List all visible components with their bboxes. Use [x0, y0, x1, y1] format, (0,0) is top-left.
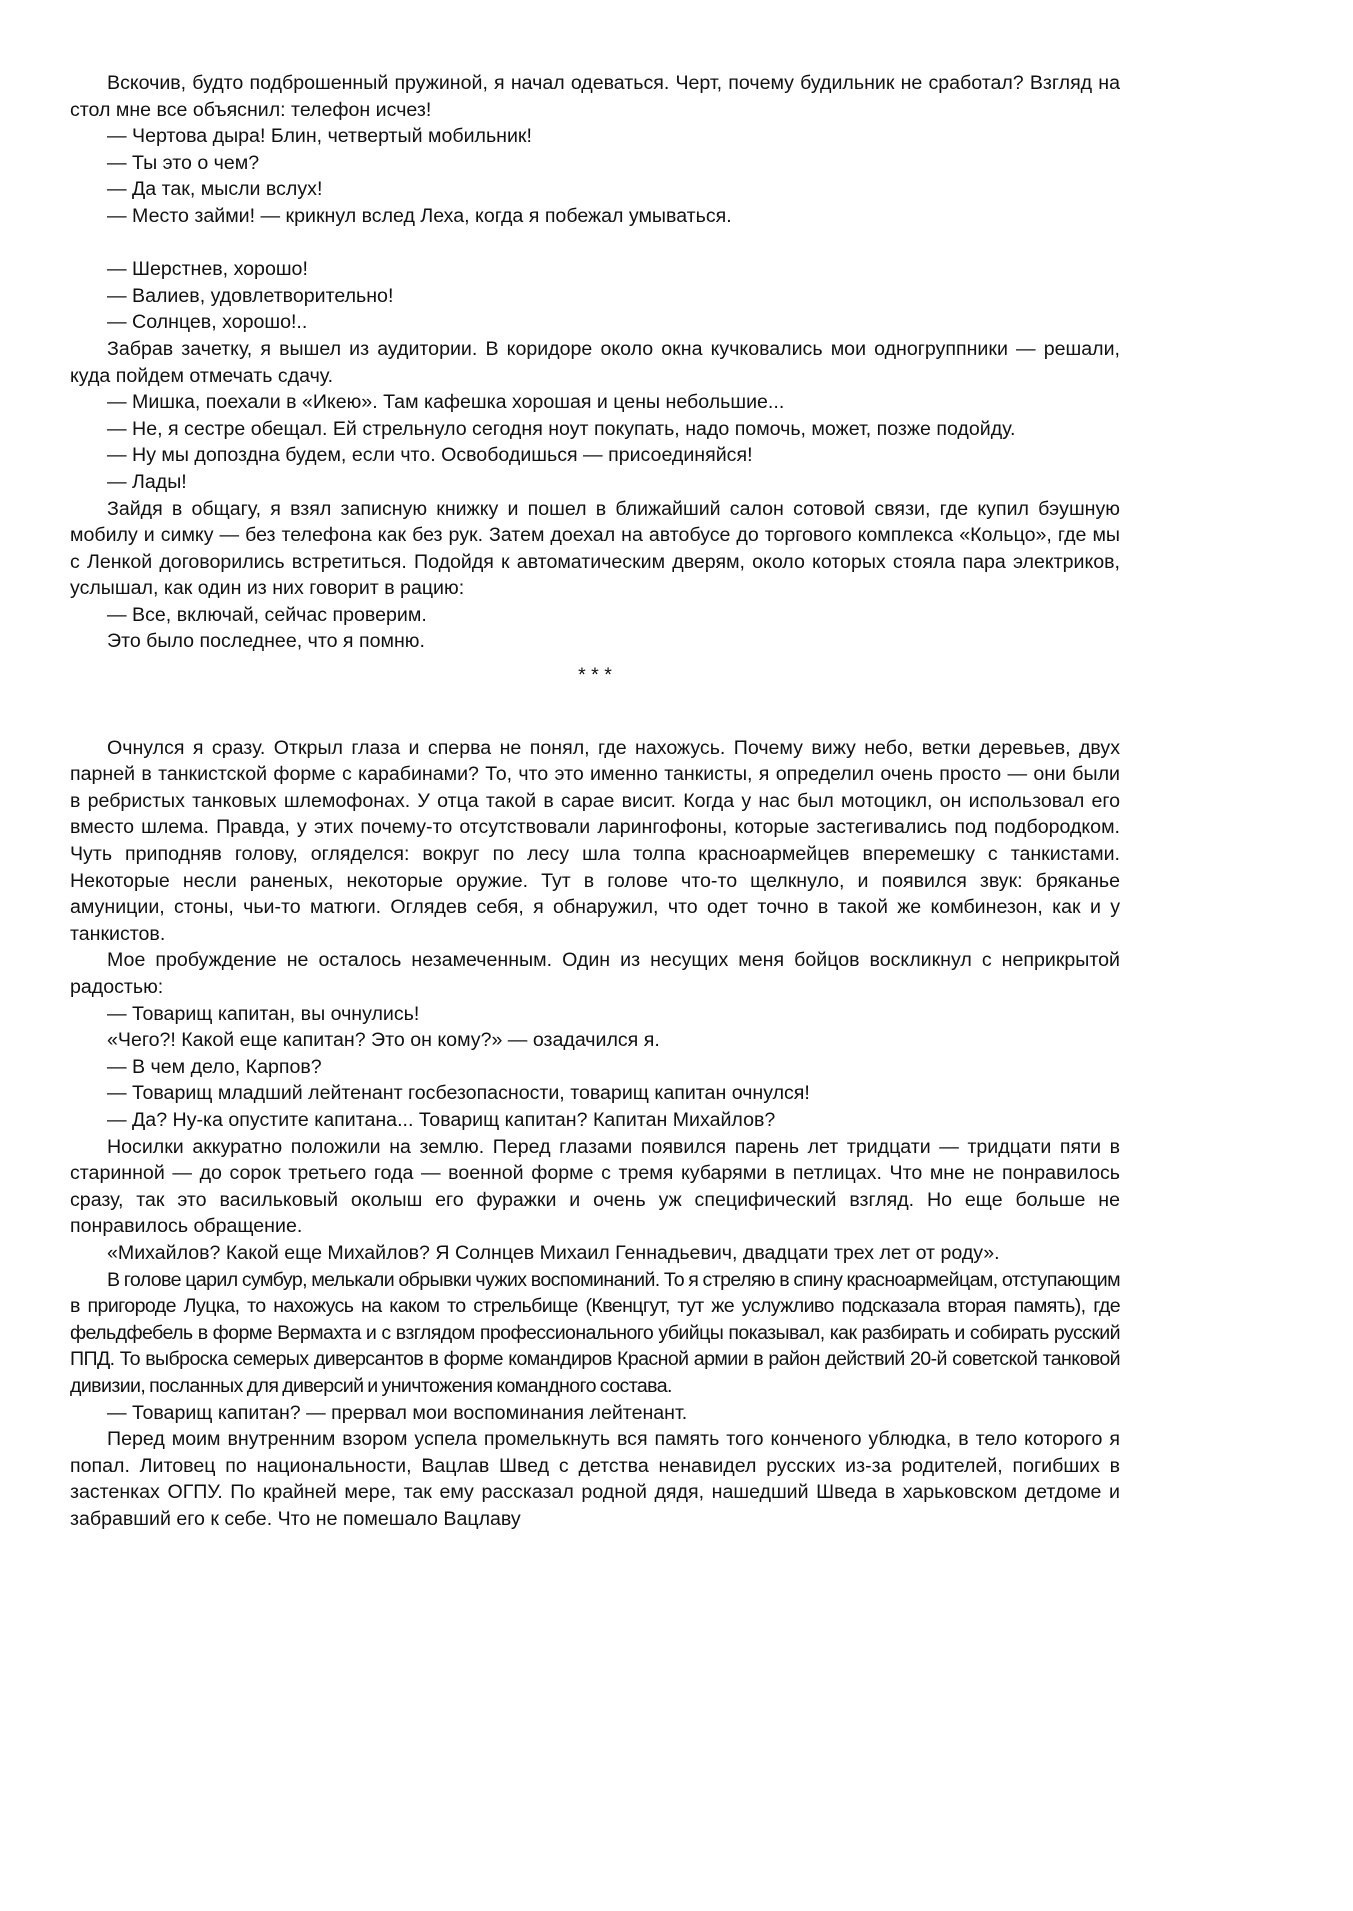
- dialogue-line: — Шерстнев, хорошо!: [107, 258, 308, 281]
- dialogue-line: — Все, включай, сейчас проверим.: [107, 603, 427, 626]
- paragraph: Забрав зачетку, я вышел из аудитории. В коридоре около окна кучковались мои одногруппники — решали, куда пойдем отмечать сдачу.: [70, 337, 1120, 387]
- dialogue-line: — Лады!: [107, 470, 187, 493]
- condensed-paragraph: В голове царил сумбур, мелькали обрывки чужих воспоминаний. То я стреляю в спину красноармейцам, отступающим в пригороде Луцка, то нахожусь на каком то стрельбище (Квенцгут, тут же услужливо подсказала вторая память), где фельдфебель в форме Вермахта и с взглядом профессионального убийцы показывал, как разбирать и собирать русский ППД. То выброска семерых диверсантов в форме командиров Красной армии в район действий 20-й советской танковой дивизии, посланных для диверсий и уничтожения командного состава.: [70, 1268, 1120, 1397]
- paragraph: Перед моим внутренним взором успела промелькнуть вся память того конченого ублюдка, в тело которого я попал. Литовец по национальности, Вацлав Швед с детства ненавидел русских из-за родителей, погибших в застенках ОГПУ. По крайней мере, так ему рассказал родной дядя, нашедший Шведа в харьковском детдоме и забравший его к себе. Что не помешало Вацлаву: [70, 1428, 1120, 1530]
- section-separator: * * *: [578, 664, 612, 687]
- dialogue-line: — Товарищ младший лейтенант госбезопасности, товарищ капитан очнулся!: [107, 1082, 810, 1105]
- dialogue-line: — Товарищ капитан, вы очнулись!: [107, 1002, 420, 1025]
- document-page: [70, 70, 1120, 1532]
- paragraph-gap: [70, 230, 1120, 257]
- dialogue-line: — Да так, мысли вслух!: [107, 178, 323, 201]
- dialogue-line: — Товарищ капитан? — прервал мои воспоминания лейтенант.: [107, 1401, 688, 1424]
- dialogue-line: — В чем дело, Карпов?: [107, 1055, 322, 1078]
- thought-line: «Чего?! Какой еще капитан? Это он кому?» — озадачился я.: [107, 1029, 660, 1052]
- paragraph: Вскочив, будто подброшенный пружиной, я начал одеваться. Черт, почему будильник не сработал? Взгляд на стол мне все объяснил: телефон исчез!: [70, 72, 1120, 121]
- dialogue-line: — Солнцев, хорошо!..: [107, 311, 308, 334]
- dialogue-line: — Ну мы допоздна будем, если что. Освободишься — присоединяйся!: [107, 444, 753, 467]
- paragraph: Это было последнее, что я помню.: [107, 630, 425, 653]
- dialogue-line: — Валиев, удовлетворительно!: [107, 284, 394, 307]
- dialogue-line: — Не, я сестре обещал. Ей стрельнуло сегодня ноут покупать, надо помочь, может, позже подойду.: [107, 417, 1016, 440]
- dialogue-line: — Мишка, поехали в «Икею». Там кафешка хорошая и цены небольшие...: [107, 391, 785, 414]
- paragraph: Мое пробуждение не осталось незамеченным. Один из несущих меня бойцов воскликнул с неприкрытой радостью:: [70, 949, 1120, 998]
- paragraph: Носилки аккуратно положили на землю. Перед глазами появился парень лет тридцати — тридцати пяти в старинной — до сорок третьего года — военной форме с тремя кубарями в петлицах. Что мне не понравилось сразу, так это васильковый околыш его фуражки и очень уж специфический взгляд. Но еще больше не понравилось обращение.: [70, 1135, 1120, 1238]
- paragraph: Зайдя в общагу, я взял записную книжку и пошел в ближайший салон сотовой связи, где купил бэушную мобилу и симку — без телефона как без рук. Затем доехал на автобусе до торгового комплекса «Кольцо», где мы с Ленкой договорились встретиться. Подойдя к автоматическим дверям, около которых стояла пара электриков, услышал, как один из них говорит в рацию:: [70, 497, 1120, 600]
- dialogue-line: — Чертова дыра! Блин, четвертый мобильник!: [107, 125, 532, 148]
- dialogue-line: — Ты это о чем?: [107, 151, 260, 174]
- thought-line: «Михайлов? Какой еще Михайлов? Я Солнцев Михаил Геннадьевич, двадцати трех лет от роду».: [107, 1241, 1000, 1264]
- dialogue-line: — Место займи! — крикнул вслед Леха, когда я побежал умываться.: [107, 204, 732, 227]
- paragraph: Очнулся я сразу. Открыл глаза и сперва не понял, где нахожусь. Почему вижу небо, ветки деревьев, двух парней в танкистской форме с карабинами? То, что это именно танкисты, я определил очень просто — они были в ребристых танковых шлемофонах. У отца такой в сарае висит. Когда у нас был мотоцикл, он использовал его вместо шлема. Правда, у этих почему-то отсутствовали ларингофоны, которые застегивались под подбородком. Чуть приподняв голову, огляделся: вокруг по лесу шла толпа красноармейцев вперемешку с танкистами. Некоторые несли раненых, некоторые оружие. Тут в голове что-то щелкнуло, и появился звук: бряканье амуниции, стоны, чьи-то матюги. Оглядев себя, я обнаружил, что одет точно в такой же комбинезон, как и у танкистов.: [70, 736, 1120, 945]
- paragraph-gap: [70, 689, 1120, 735]
- dialogue-line: — Да? Ну-ка опустите капитана... Товарищ капитан? Капитан Михайлов?: [107, 1108, 776, 1131]
